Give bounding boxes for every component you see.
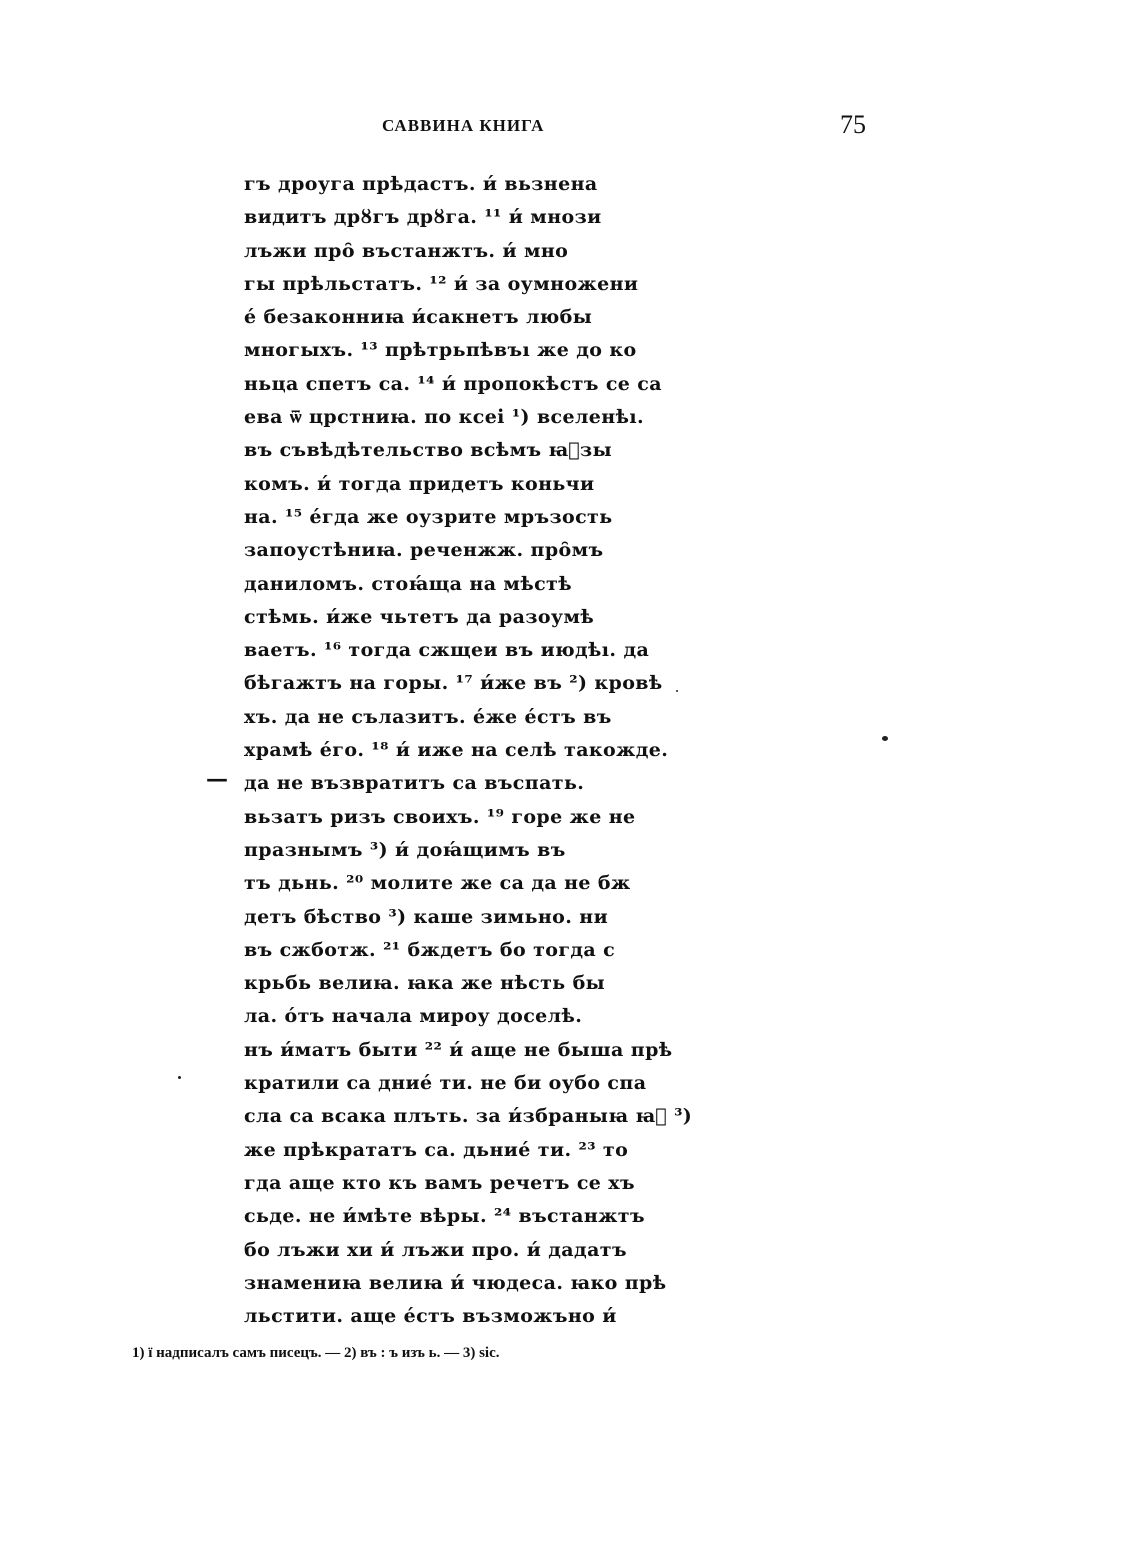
scan-speck — [178, 1076, 181, 1079]
text-line: бо лъжи хи и́ лъжи про. и́ дадатъ — [244, 1238, 627, 1261]
text-line: льстити. аще е́стъ възможъно и́ — [244, 1305, 617, 1328]
text-line: бѣгажтъ на горы. ¹⁷ и́же въ ²) кровѣ — [244, 672, 663, 695]
scan-speck — [882, 736, 888, 741]
text-line: же прѣкрататъ са. дьние́ ти. ²³ то — [244, 1138, 629, 1161]
text-line: тъ дьнь. ²⁰ молите же са да не бж — [244, 872, 631, 895]
text-line: нъ и́матъ быти ²² и́ аще не быша прѣ — [244, 1038, 673, 1061]
text-line: видитъ дрȣгъ дрȣга. ¹¹ и́ мнози — [244, 206, 602, 229]
page-number: 75 — [840, 110, 866, 139]
text-line: сла са всака плъть. за и́збраныꙗ ꙗ҆ ³) — [244, 1105, 693, 1128]
text-line: вьзатъ ризъ своихъ. ¹⁹ горе же не — [244, 805, 636, 828]
text-line: въ съвѣдѣтельство всѣмъ ꙗ҆зы — [244, 439, 613, 462]
text-line: крьбь велиꙗ. ꙗка же нѣсть бы — [244, 972, 606, 995]
scan-speck — [676, 690, 678, 692]
running-head: САВВИНА КНИГА — [382, 116, 545, 135]
text-line: лъжи про̑ въстанжтъ. и́ мно — [244, 239, 569, 262]
text-line: е́ безаконниꙗ и́сакнетъ любы — [244, 306, 593, 329]
text-line: даниломъ. стоꙗ́ща на мѣстѣ — [244, 572, 572, 595]
margin-dash: — — [206, 766, 228, 792]
text-line: гы прѣльстатъ. ¹² и́ за оумножени — [244, 272, 639, 295]
text-line: ла. о́тъ начала мироу доселѣ. — [244, 1005, 583, 1028]
text-line: ева ѿ црстниꙗ. по ксеі ¹) вселенѣı. — [244, 406, 644, 429]
text-line: храмѣ е́го. ¹⁸ и́ иже на селѣ такожде. — [244, 739, 669, 762]
text-line: сьде. не и́мѣте вѣры. ²⁴ въстанжтъ — [244, 1205, 645, 1228]
text-line: хъ. да не сълазитъ. е́же е́стъ въ — [244, 705, 612, 728]
text-line: ваетъ. ¹⁶ тогда сжщеи въ июдѣı. да — [244, 639, 650, 662]
text-line: детъ бѣство ³) каше зимьно. ни — [244, 905, 609, 928]
text-line: комъ. и́ тогда придетъ коньчи — [244, 472, 595, 495]
text-line: въ сжботж. ²¹ бждетъ бо тогда с — [244, 938, 616, 961]
text-line: знамениꙗ велиꙗ и́ чюдеса. ꙗко прѣ — [244, 1271, 667, 1294]
text-line: кратили са дние́ ти. не би оубо спа — [244, 1072, 647, 1095]
text-line: гда аще кто къ вамъ речетъ се хъ — [244, 1171, 636, 1194]
text-line: стѣмь. и́же чьтетъ да разоумѣ — [244, 605, 595, 628]
text-block — [244, 168, 714, 1333]
text-line: запоустѣниꙗ. реченжж. про̑мъ — [244, 539, 604, 562]
text-line: празнымъ ³) и́ доꙗ́щимъ въ — [244, 838, 566, 861]
text-line: многыхъ. ¹³ прѣтрьпѣвъı же до ко — [244, 339, 637, 362]
text-line: ньца спетъ са. ¹⁴ и́ пропокѣстъ се са — [244, 372, 662, 395]
text-line: гъ дроуга прѣдастъ. и́ вьзнена — [244, 173, 598, 195]
footnote: 1) ї надписалъ самъ писецъ. — 2) въ : ъ изъ ь. — 3) sic. — [132, 1345, 500, 1361]
text-line: да не възвратитъ са въспать. — [244, 772, 585, 795]
text-line: на. ¹⁵ е́гда же оузрите мръзость — [244, 505, 613, 528]
